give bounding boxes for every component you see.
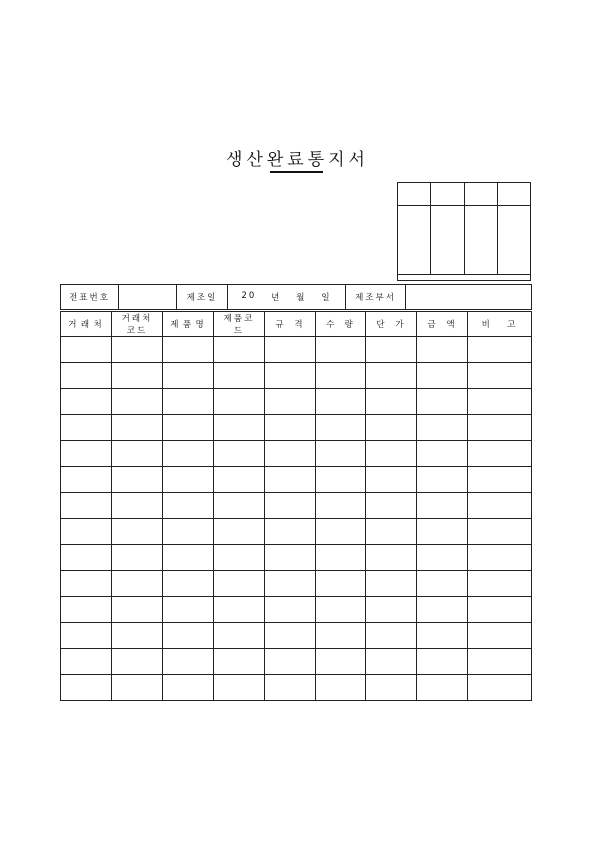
table-cell[interactable] (468, 337, 532, 363)
info-row-table (60, 284, 532, 310)
table-cell[interactable] (265, 389, 316, 415)
table-cell[interactable] (366, 493, 417, 519)
table-cell[interactable] (316, 519, 366, 545)
table-cell[interactable] (61, 337, 112, 363)
column-header-char: 가 (395, 320, 406, 330)
column-header-char: 거래처코드 (121, 314, 153, 336)
approval-signature-cell[interactable] (431, 206, 464, 275)
table-cell[interactable] (163, 467, 214, 493)
table-cell[interactable] (214, 597, 265, 623)
table-cell[interactable] (366, 623, 417, 649)
table-cell[interactable] (61, 441, 112, 467)
table-cell[interactable] (214, 493, 265, 519)
table-cell[interactable] (112, 415, 163, 441)
table-cell[interactable] (61, 649, 112, 675)
table-cell[interactable] (417, 363, 468, 389)
table-cell[interactable] (417, 389, 468, 415)
table-cell[interactable] (366, 675, 417, 701)
table-cell[interactable] (468, 675, 532, 701)
table-cell[interactable] (163, 493, 214, 519)
table-cell[interactable] (163, 649, 214, 675)
table-cell[interactable] (417, 649, 468, 675)
table-row (61, 493, 532, 519)
table-cell[interactable] (265, 519, 316, 545)
table-cell[interactable] (265, 363, 316, 389)
table-cell[interactable] (417, 597, 468, 623)
mfg-date-field[interactable] (228, 285, 346, 310)
table-cell[interactable] (265, 597, 316, 623)
column-header-char: 금 (427, 320, 438, 330)
table-cell[interactable] (112, 675, 163, 701)
approval-header-cell (431, 183, 464, 206)
table-cell[interactable] (61, 363, 112, 389)
table-cell[interactable] (163, 571, 214, 597)
table-row (61, 441, 532, 467)
table-cell[interactable] (163, 389, 214, 415)
table-cell[interactable] (468, 467, 532, 493)
table-cell[interactable] (265, 623, 316, 649)
table-cell[interactable] (316, 493, 366, 519)
table-cell[interactable] (112, 337, 163, 363)
table-cell[interactable] (112, 623, 163, 649)
table-cell[interactable] (468, 415, 532, 441)
document-title: 생산완료통지서 (226, 150, 369, 170)
table-cell[interactable] (214, 545, 265, 571)
mfg-date-parts (228, 291, 345, 303)
approval-box (397, 182, 531, 281)
table-cell[interactable] (61, 545, 112, 571)
table-cell[interactable] (316, 571, 366, 597)
column-header (112, 312, 163, 337)
date-day-unit: 일 (321, 293, 332, 303)
table-cell[interactable] (468, 441, 532, 467)
table-cell[interactable] (163, 623, 214, 649)
column-header (366, 312, 417, 337)
table-cell[interactable] (417, 571, 468, 597)
table-cell[interactable] (417, 493, 468, 519)
table-cell[interactable] (316, 337, 366, 363)
table-cell[interactable] (214, 363, 265, 389)
items-header-row (61, 312, 532, 337)
table-cell[interactable] (468, 597, 532, 623)
table-cell[interactable] (417, 337, 468, 363)
table-cell[interactable] (61, 675, 112, 701)
mfg-date-label: 제조일 (177, 285, 228, 310)
table-cell[interactable] (316, 363, 366, 389)
mfg-dept-field[interactable] (406, 285, 532, 310)
table-cell[interactable] (112, 519, 163, 545)
table-cell[interactable] (417, 545, 468, 571)
table-cell[interactable] (112, 493, 163, 519)
approval-signature-cell[interactable] (464, 206, 497, 275)
approval-signature-cell[interactable] (398, 206, 431, 275)
table-cell[interactable] (468, 545, 532, 571)
date-month-unit: 월 (296, 293, 307, 303)
table-cell[interactable] (61, 493, 112, 519)
title-underline (270, 171, 323, 173)
table-cell[interactable] (417, 415, 468, 441)
table-cell[interactable] (366, 571, 417, 597)
table-cell[interactable] (61, 571, 112, 597)
table-row (61, 337, 532, 363)
table-cell[interactable] (163, 675, 214, 701)
column-header-char: 격 (294, 320, 305, 330)
table-cell[interactable] (214, 623, 265, 649)
table-cell[interactable] (163, 519, 214, 545)
table-row (61, 675, 532, 701)
table-cell[interactable] (468, 493, 532, 519)
table-cell[interactable] (265, 467, 316, 493)
table-row (61, 649, 532, 675)
table-cell[interactable] (366, 415, 417, 441)
table-cell[interactable] (214, 675, 265, 701)
table-cell[interactable] (61, 389, 112, 415)
column-header-char: 량 (344, 320, 355, 330)
table-cell[interactable] (214, 649, 265, 675)
table-cell[interactable] (366, 649, 417, 675)
table-cell[interactable] (468, 519, 532, 545)
table-cell[interactable] (163, 337, 214, 363)
column-header (163, 312, 214, 337)
table-cell[interactable] (112, 441, 163, 467)
column-header-char: 비 (481, 320, 492, 330)
table-row (61, 545, 532, 571)
table-cell[interactable] (417, 441, 468, 467)
table-cell[interactable] (112, 597, 163, 623)
table-cell[interactable] (112, 571, 163, 597)
date-year: 20 (241, 291, 257, 301)
table-cell[interactable] (468, 571, 532, 597)
column-header-char: 거 (68, 320, 79, 330)
column-header-char: 품 (182, 320, 194, 330)
table-cell[interactable] (366, 389, 417, 415)
table-row (61, 571, 532, 597)
column-header-char: 래 (80, 320, 92, 330)
approval-header-cell (497, 183, 530, 206)
column-header (316, 312, 366, 337)
table-cell[interactable] (61, 623, 112, 649)
table-cell[interactable] (265, 493, 316, 519)
table-cell[interactable] (265, 441, 316, 467)
column-header-char: 제품코드 (223, 314, 255, 336)
table-cell[interactable] (265, 415, 316, 441)
table-cell[interactable] (163, 545, 214, 571)
table-cell[interactable] (417, 675, 468, 701)
approval-header-cell (398, 183, 431, 206)
column-header-char: 처 (93, 320, 104, 330)
table-cell[interactable] (417, 467, 468, 493)
table-cell[interactable] (316, 415, 366, 441)
table-row (61, 467, 532, 493)
table-cell[interactable] (366, 545, 417, 571)
table-cell[interactable] (61, 597, 112, 623)
table-cell[interactable] (214, 571, 265, 597)
table-cell[interactable] (366, 467, 417, 493)
table-cell[interactable] (468, 389, 532, 415)
table-cell[interactable] (163, 363, 214, 389)
table-row (61, 519, 532, 545)
table-cell[interactable] (214, 389, 265, 415)
date-year-unit: 년 (271, 293, 282, 303)
table-cell[interactable] (163, 441, 214, 467)
table-cell[interactable] (417, 519, 468, 545)
table-cell[interactable] (214, 441, 265, 467)
table-cell[interactable] (61, 519, 112, 545)
table-cell[interactable] (265, 649, 316, 675)
table-row (61, 389, 532, 415)
table-cell[interactable] (417, 623, 468, 649)
approval-signature-cell[interactable] (497, 206, 530, 275)
column-header-char: 고 (507, 320, 518, 330)
column-header (214, 312, 265, 337)
approval-bottom-strip (398, 275, 531, 281)
table-cell[interactable] (468, 623, 532, 649)
table-cell[interactable] (366, 441, 417, 467)
table-cell[interactable] (112, 363, 163, 389)
approval-header-cell (464, 183, 497, 206)
table-row (61, 623, 532, 649)
table-cell[interactable] (214, 415, 265, 441)
table-cell[interactable] (316, 649, 366, 675)
table-cell[interactable] (366, 337, 417, 363)
table-cell[interactable] (316, 545, 366, 571)
column-header-char: 액 (446, 320, 457, 330)
column-header-char: 명 (195, 320, 206, 330)
column-header-char: 단 (376, 320, 387, 330)
column-header-char: 수 (326, 320, 337, 330)
slip-no-label: 전표번호 (61, 285, 119, 310)
table-cell[interactable] (112, 545, 163, 571)
table-cell[interactable] (265, 571, 316, 597)
table-cell[interactable] (468, 363, 532, 389)
mfg-dept-label: 제조부서 (346, 285, 406, 310)
table-cell[interactable] (214, 337, 265, 363)
column-header-char: 규 (275, 320, 286, 330)
table-cell[interactable] (163, 415, 214, 441)
table-cell[interactable] (265, 545, 316, 571)
table-row (61, 363, 532, 389)
column-header (417, 312, 468, 337)
column-header (61, 312, 112, 337)
table-cell[interactable] (468, 649, 532, 675)
table-cell[interactable] (214, 467, 265, 493)
table-cell[interactable] (214, 519, 265, 545)
table-row (61, 597, 532, 623)
table-cell[interactable] (112, 389, 163, 415)
table-cell[interactable] (61, 415, 112, 441)
table-row (61, 415, 532, 441)
table-cell[interactable] (316, 623, 366, 649)
table-cell[interactable] (112, 649, 163, 675)
table-cell[interactable] (366, 597, 417, 623)
table-cell[interactable] (316, 389, 366, 415)
slip-no-field[interactable] (119, 285, 177, 310)
table-cell[interactable] (366, 519, 417, 545)
table-cell[interactable] (112, 467, 163, 493)
table-cell[interactable] (316, 675, 366, 701)
table-cell[interactable] (366, 363, 417, 389)
column-header (265, 312, 316, 337)
table-cell[interactable] (163, 597, 214, 623)
column-header-char: 제 (170, 320, 181, 330)
table-cell[interactable] (316, 467, 366, 493)
table-cell[interactable] (265, 337, 316, 363)
table-cell[interactable] (316, 441, 366, 467)
items-table (60, 311, 532, 701)
table-cell[interactable] (316, 597, 366, 623)
column-header (468, 312, 532, 337)
table-cell[interactable] (61, 467, 112, 493)
table-cell[interactable] (265, 675, 316, 701)
